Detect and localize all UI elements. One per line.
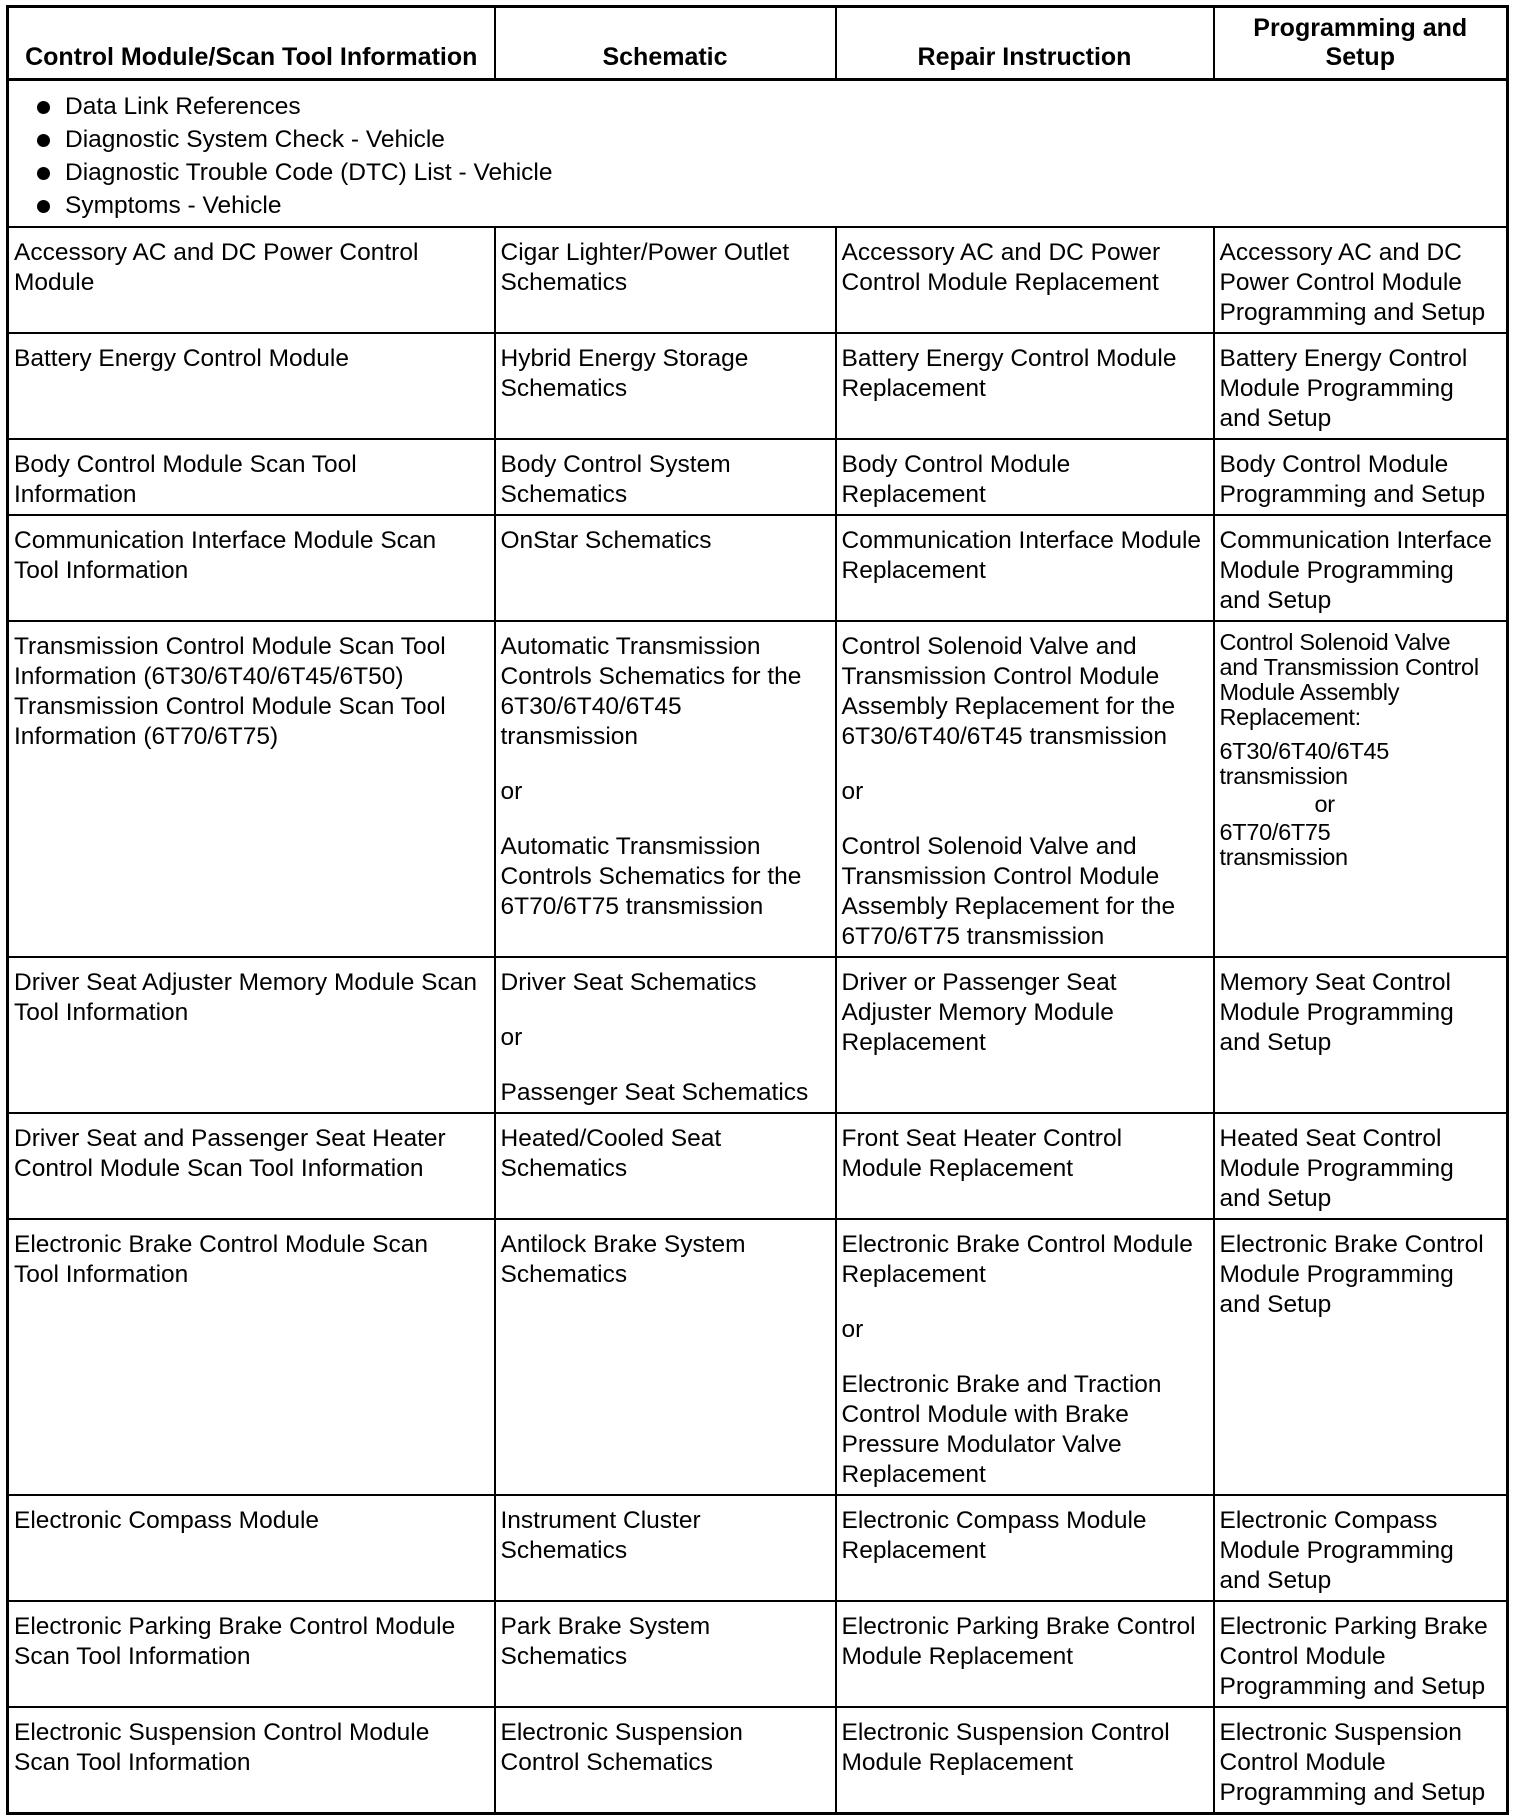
module-cell: Electronic Parking Brake Control Module Scan Tool Information [8,1601,495,1707]
table-row [8,1113,1508,1219]
repair-cell: Accessory AC and DC Power Control Module Replacement [836,227,1214,333]
schematic-cell: Antilock Brake System Schematics [495,1219,836,1495]
module-cell: Electronic Suspension Control Module Scan Tool Information [8,1707,495,1814]
table-row [8,227,1508,333]
programming-cell: Communication Interface Module Programming and Setup [1214,515,1508,621]
table-row [8,1495,1508,1601]
programming-cell: Body Control Module Programming and Setup [1214,439,1508,515]
table-row [8,515,1508,621]
bullet-icon [37,200,50,213]
programming-cell: Electronic Brake Control Module Programming and Setup [1214,1219,1508,1495]
repair-cell: Electronic Brake Control Module Replacement or Electronic Brake and Traction Control Module with Brake Pressure Modulator Valve Replacement [836,1219,1214,1495]
repair-cell: Electronic Parking Brake Control Module Replacement [836,1601,1214,1707]
bullet-icon [37,167,50,180]
header-module: Control Module/Scan Tool Information [8,7,495,80]
module-cell: Driver Seat Adjuster Memory Module Scan Tool Information [8,957,495,1113]
table-row [8,333,1508,439]
repair-cell: Front Seat Heater Control Module Replacement [836,1113,1214,1219]
header-programming: Programming and Setup [1214,7,1508,80]
module-cell: Communication Interface Module Scan Tool Information [8,515,495,621]
programming-cell: Electronic Suspension Control Module Programming and Setup [1214,1707,1508,1814]
repair-cell: Driver or Passenger Seat Adjuster Memory Module Replacement [836,957,1214,1113]
programming-cell: Battery Energy Control Module Programming and Setup [1214,333,1508,439]
module-cell: Body Control Module Scan Tool Information [8,439,495,515]
module-cell: Battery Energy Control Module [8,333,495,439]
repair-cell: Control Solenoid Valve and Transmission Control Module Assembly Replacement for the 6T30/6T40/6T45 transmission or Control Solenoid Valve and Transmission Control Module Assembly Replacement for the 6T70/6T75 transmission [836,621,1214,957]
schematic-cell: Driver Seat Schematics or Passenger Seat Schematics [495,957,836,1113]
programming-cell: Electronic Compass Module Programming and Setup [1214,1495,1508,1601]
document-page [6,5,1506,1815]
bullet-icon [37,134,50,147]
list-item: Diagnostic Trouble Code (DTC) List - Vehicle [29,156,1506,189]
schematic-cell: Heated/Cooled Seat Schematics [495,1113,836,1219]
list-item: Symptoms - Vehicle [29,189,1506,222]
schematic-cell: OnStar Schematics [495,515,836,621]
general-info-row [8,80,1508,228]
table-row [8,1219,1508,1495]
table-row [8,957,1508,1113]
header-schematic: Schematic [495,7,836,80]
repair-cell: Body Control Module Replacement [836,439,1214,515]
repair-cell: Communication Interface Module Replacement [836,515,1214,621]
programming-cell: Electronic Parking Brake Control Module Programming and Setup [1214,1601,1508,1707]
schematic-cell: Park Brake System Schematics [495,1601,836,1707]
table-row [8,1707,1508,1814]
programming-cell: Heated Seat Control Module Programming and Setup [1214,1113,1508,1219]
schematic-cell: Instrument Cluster Schematics [495,1495,836,1601]
schematic-cell: Body Control System Schematics [495,439,836,515]
module-cell: Electronic Compass Module [8,1495,495,1601]
general-info-cell [8,80,1508,228]
header-row [8,7,1508,80]
schematic-cell: Electronic Suspension Control Schematics [495,1707,836,1814]
programming-cell: Accessory AC and DC Power Control Module Programming and Setup [1214,227,1508,333]
repair-cell: Electronic Compass Module Replacement [836,1495,1214,1601]
schematic-cell: Automatic Transmission Controls Schematics for the 6T30/6T40/6T45 transmission or Automatic Transmission Controls Schematics for the 6T70/6T75 transmission [495,621,836,957]
general-info-list [9,81,1506,226]
bullet-icon [37,101,50,114]
schematic-cell: Hybrid Energy Storage Schematics [495,333,836,439]
table-row [8,621,1508,957]
list-item: Diagnostic System Check - Vehicle [29,123,1506,156]
module-cell: Driver Seat and Passenger Seat Heater Control Module Scan Tool Information [8,1113,495,1219]
header-repair: Repair Instruction [836,7,1214,80]
repair-cell: Battery Energy Control Module Replacement [836,333,1214,439]
module-reference-table [6,5,1509,1815]
programming-cell: Control Solenoid Valve and Transmission Control Module Assembly Replacement: 6T30/6T40/6T45 transmission or 6T70/6T75 transmission [1214,621,1508,957]
module-cell: Electronic Brake Control Module Scan Tool Information [8,1219,495,1495]
schematic-cell: Cigar Lighter/Power Outlet Schematics [495,227,836,333]
module-cell: Transmission Control Module Scan Tool Information (6T30/6T40/6T45/6T50) Transmission Control Module Scan Tool Information (6T70/6T75) [8,621,495,957]
programming-cell: Memory Seat Control Module Programming and Setup [1214,957,1508,1113]
table-row [8,439,1508,515]
module-cell: Accessory AC and DC Power Control Module [8,227,495,333]
list-item: Data Link References [29,90,1506,123]
repair-cell: Electronic Suspension Control Module Replacement [836,1707,1214,1814]
table-row [8,1601,1508,1707]
